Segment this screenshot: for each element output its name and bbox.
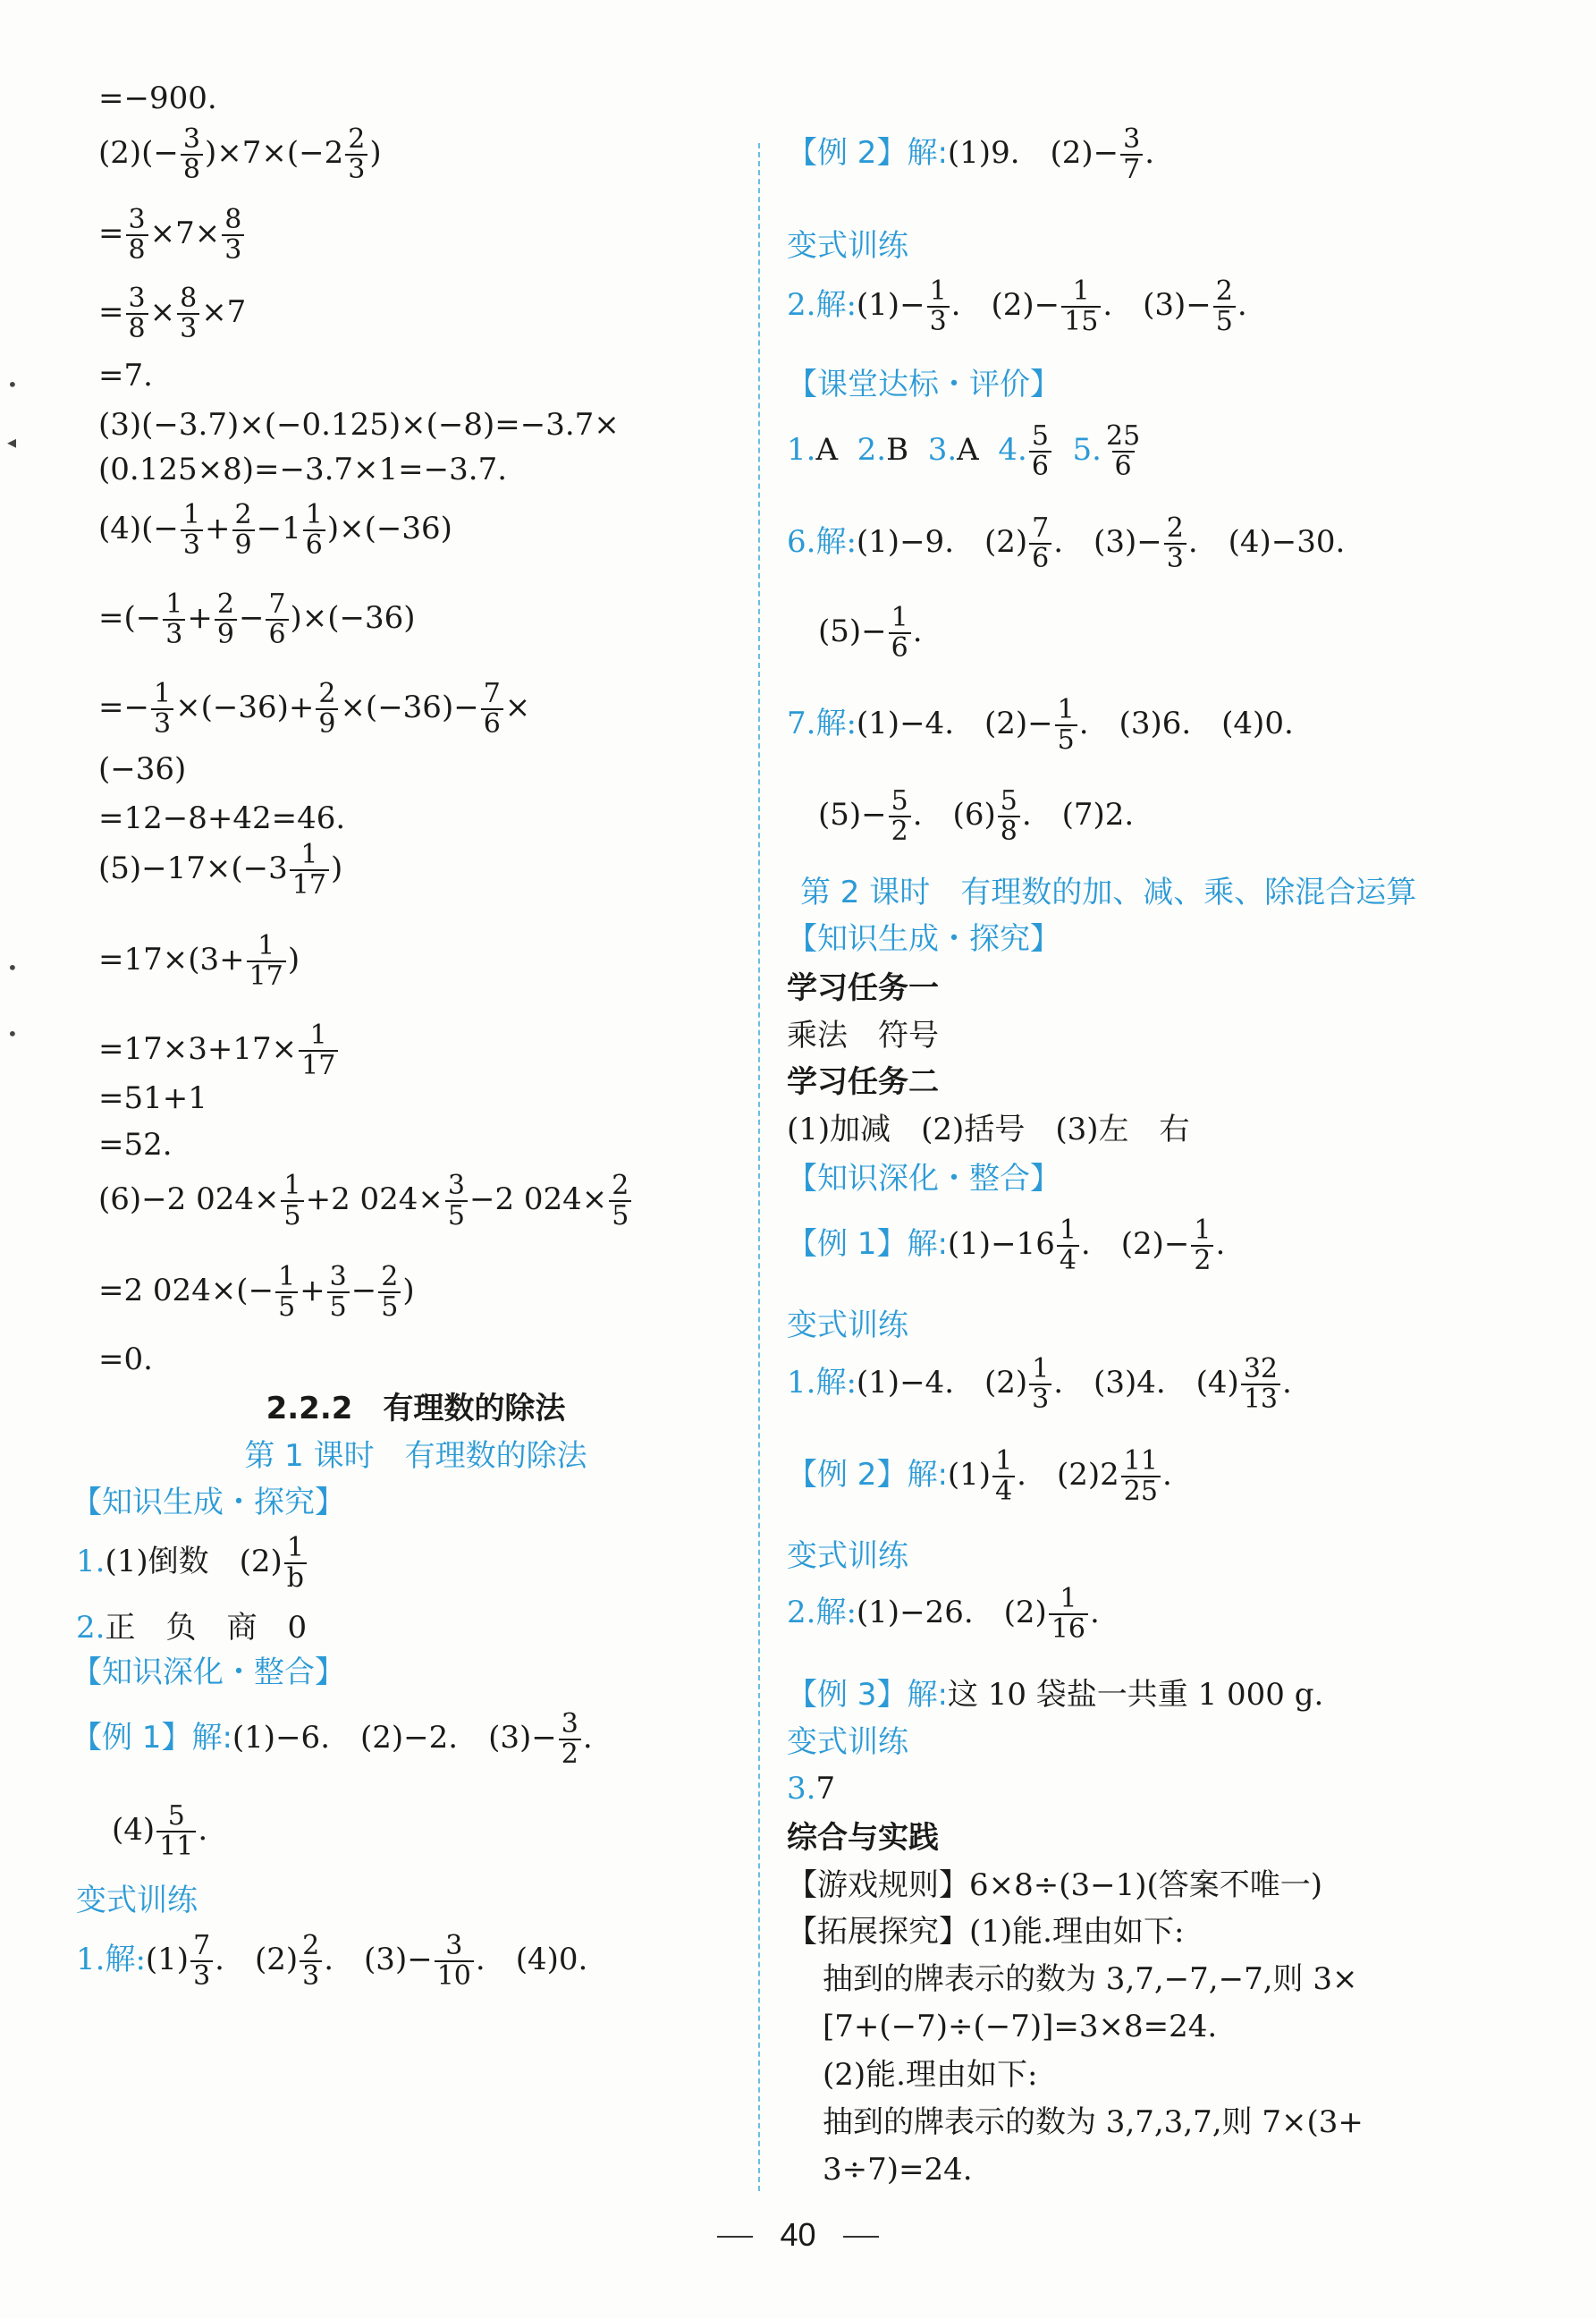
denominator: 2 bbox=[889, 816, 911, 846]
denominator: 9 bbox=[215, 619, 237, 649]
page-dash bbox=[843, 2236, 879, 2238]
denominator: 5 bbox=[1213, 306, 1236, 336]
answer-line: 抽到的牌表示的数为 3,7,−7,−7,则 3× bbox=[823, 1961, 1358, 1997]
fraction bbox=[1241, 1355, 1280, 1414]
section-header: 【知识深化・整合】 bbox=[72, 1655, 345, 1690]
fraction bbox=[222, 206, 244, 265]
margin-mark: • bbox=[7, 1023, 18, 1045]
numerator: 32 bbox=[1243, 1353, 1279, 1384]
numerator: 1 bbox=[1194, 1215, 1212, 1246]
task-header: 学习任务一 bbox=[787, 970, 939, 1006]
numerator: 8 bbox=[180, 283, 198, 314]
denominator: 8 bbox=[126, 234, 148, 265]
denominator: 6 bbox=[303, 529, 325, 560]
section-title: 2.2.2 有理数的除法 bbox=[266, 1391, 566, 1426]
answer-line: 2.解:(1)−26. (2) $\frac{1}{16}$ . bbox=[787, 1583, 1100, 1645]
numerator: 1 bbox=[891, 602, 908, 633]
fraction bbox=[1057, 1216, 1079, 1275]
fraction bbox=[181, 125, 203, 184]
math-line: =52. bbox=[98, 1127, 173, 1163]
fraction bbox=[1164, 514, 1186, 573]
numerator: 1 bbox=[1057, 694, 1075, 725]
math-line: =0. bbox=[98, 1341, 153, 1377]
numerator: 2 bbox=[381, 1261, 399, 1292]
answer-line: (5)− $\frac{5}{2}$ . (6) $\frac{5}{8}$ . (7)2. bbox=[818, 785, 1135, 847]
fraction bbox=[609, 1172, 631, 1231]
answer-line: (5)− $\frac{1}{6}$ . bbox=[818, 602, 923, 664]
fraction bbox=[998, 787, 1020, 846]
denominator: b bbox=[284, 1562, 307, 1593]
answer-line: 3.7 bbox=[787, 1771, 836, 1807]
margin-mark: • bbox=[7, 374, 18, 395]
numerator: 25 bbox=[1105, 420, 1141, 452]
numerator: 1 bbox=[283, 1170, 301, 1201]
fraction bbox=[126, 206, 148, 265]
numerator: 2 bbox=[1166, 512, 1184, 544]
answer-line: 1.解:(1) $\frac{7}{3}$ . (2) $\frac{2}{3}$ . (3)− $\frac{3}{10}$ . (4)0. bbox=[76, 1930, 588, 1992]
denominator: 25 bbox=[1121, 1476, 1161, 1506]
numerator: 5 bbox=[1031, 420, 1049, 452]
fraction bbox=[1029, 514, 1051, 573]
fraction bbox=[275, 1263, 298, 1322]
math-line: (3)(−3.7)×(−0.125)×(−8)=−3.7× bbox=[98, 407, 620, 443]
denominator: 3 bbox=[163, 619, 185, 649]
column-divider bbox=[758, 143, 760, 2191]
numerator: 1 bbox=[309, 1020, 327, 1051]
denominator: 6 bbox=[481, 708, 503, 739]
math-line: = $\frac{3}{8}$ ×7× $\frac{8}{3}$ bbox=[98, 206, 246, 265]
numerator: 3 bbox=[447, 1170, 465, 1201]
lesson-title: 第 2 课时 有理数的加、减、乘、除混合运算 bbox=[800, 875, 1417, 910]
denominator: 8 bbox=[998, 816, 1020, 846]
numerator: 7 bbox=[268, 588, 286, 620]
denominator: 6 bbox=[1112, 451, 1135, 481]
fraction bbox=[481, 680, 503, 739]
answer-line: 2.解:(1)− $\frac{1}{3}$ . (2)− $\frac{1}{15}$ . (3)− $\frac{2}{5}$ . bbox=[787, 275, 1247, 337]
math-line: (−36) bbox=[98, 751, 187, 787]
practice-header: 变式训练 bbox=[787, 1724, 908, 1760]
denominator: 8 bbox=[126, 313, 148, 343]
numerator: 5 bbox=[1000, 785, 1018, 817]
numerator: 2 bbox=[216, 588, 234, 620]
answer-line: 乘法 符号 bbox=[787, 1018, 939, 1054]
fraction bbox=[303, 501, 325, 560]
answer-line: 3÷7)=24. bbox=[823, 2152, 973, 2188]
fraction bbox=[300, 1932, 322, 1991]
answer-line: 1.解:(1)−4. (2) $\frac{1}{3}$ . (3)4. (4) $\frac{32}{13}$ . bbox=[787, 1353, 1292, 1415]
math-line: =7. bbox=[98, 358, 153, 394]
practice-header: 变式训练 bbox=[787, 1308, 908, 1343]
numerator: 1 bbox=[305, 499, 323, 530]
section-header: 【课堂达标・评价】 bbox=[787, 367, 1060, 402]
answer-line: 【拓展探究】(1)能.理由如下: bbox=[787, 1914, 1185, 1950]
section-header: 【知识生成・探究】 bbox=[787, 921, 1060, 957]
denominator: 3 bbox=[190, 1960, 213, 1991]
denominator: 7 bbox=[1120, 154, 1143, 184]
denominator: 13 bbox=[1241, 1384, 1280, 1414]
numerator: 5 bbox=[891, 785, 908, 817]
task-header: 综合与实践 bbox=[787, 1820, 939, 1856]
fraction bbox=[1120, 125, 1143, 184]
numerator: 2 bbox=[348, 123, 366, 155]
numerator: 7 bbox=[483, 678, 501, 709]
numerator: 8 bbox=[224, 204, 242, 235]
numerator: 1 bbox=[182, 499, 201, 530]
denominator: 15 bbox=[1061, 306, 1101, 336]
fraction bbox=[177, 284, 199, 343]
numerator: 3 bbox=[445, 1930, 463, 1961]
practice-header: 变式训练 bbox=[787, 228, 908, 264]
denominator: 5 bbox=[378, 1291, 401, 1322]
numerator: 1 bbox=[153, 678, 172, 709]
fraction bbox=[1049, 1585, 1088, 1644]
denominator: 5 bbox=[275, 1291, 298, 1322]
answer-line: 2.正 负 商 0 bbox=[76, 1610, 308, 1646]
fraction bbox=[889, 604, 911, 663]
example-line: 【例 2】解:(1)9. (2)− $\frac{3}{7}$ . bbox=[787, 123, 1155, 185]
math-line: (2)(− $\frac{3}{8}$ )×7×(−2 $\frac{2}{3}$ ) bbox=[98, 123, 382, 185]
math-line: = $\frac{3}{8}$ × $\frac{8}{3}$ ×7 bbox=[98, 283, 247, 344]
margin-mark: • bbox=[7, 957, 18, 978]
answer-line: 6.解:(1)−9. (2) $\frac{7}{6}$ . (3)− $\frac{2}{3}$ . (4)−30. bbox=[787, 512, 1346, 574]
numerator: 3 bbox=[128, 283, 146, 314]
numerator: 3 bbox=[561, 1708, 578, 1739]
numerator: 1 bbox=[929, 275, 947, 307]
fraction bbox=[1121, 1447, 1161, 1506]
fraction bbox=[281, 1172, 303, 1231]
numerator: 7 bbox=[193, 1930, 211, 1961]
denominator: 10 bbox=[435, 1960, 474, 1991]
denominator: 17 bbox=[247, 961, 286, 991]
fraction bbox=[378, 1263, 401, 1322]
denominator: 6 bbox=[266, 619, 288, 649]
math-line: =2 024×(− $\frac{1}{5}$ + $\frac{3}{5}$ − $\frac{2}{5}$ ) bbox=[98, 1261, 415, 1323]
fraction bbox=[1191, 1216, 1213, 1275]
denominator: 9 bbox=[316, 708, 338, 739]
denominator: 2 bbox=[1191, 1245, 1213, 1275]
fraction bbox=[284, 1534, 307, 1593]
example-line: 【例 3】解:这 10 袋盐一共重 1 000 g. bbox=[787, 1677, 1324, 1713]
numerator: 3 bbox=[329, 1261, 347, 1292]
numerator: 1 bbox=[1072, 275, 1090, 307]
answer-line: 1.A 2.B 3.A 4. $\frac{5}{6}$ 5. $\frac{25}{6}$ bbox=[787, 422, 1144, 481]
example-line: 【例 1】解:(1)−16 $\frac{1}{4}$ . (2)− $\frac{1}{2}$ . bbox=[787, 1215, 1226, 1276]
denominator: 4 bbox=[1057, 1245, 1079, 1275]
denominator: 5 bbox=[445, 1200, 468, 1231]
math-line: =12−8+42=46. bbox=[98, 800, 346, 836]
numerator: 2 bbox=[318, 678, 336, 709]
numerator: 2 bbox=[1215, 275, 1233, 307]
math-line: =17×3+17× $\frac{1}{17}$ bbox=[98, 1021, 340, 1080]
fraction bbox=[559, 1710, 581, 1769]
numerator: 1 bbox=[258, 930, 275, 961]
fraction bbox=[345, 125, 367, 184]
numerator: 1 bbox=[300, 839, 318, 870]
numerator: 1 bbox=[278, 1261, 296, 1292]
fraction bbox=[889, 787, 911, 846]
fraction bbox=[163, 590, 185, 649]
denominator: 5 bbox=[1055, 724, 1077, 755]
denominator: 3 bbox=[222, 234, 244, 265]
fraction bbox=[992, 1447, 1015, 1506]
numerator: 1 bbox=[1059, 1215, 1077, 1246]
denominator: 5 bbox=[609, 1200, 631, 1231]
denominator: 3 bbox=[345, 154, 367, 184]
fraction bbox=[1029, 422, 1051, 481]
lesson-title: 第 1 课时 有理数的除法 bbox=[244, 1438, 587, 1474]
denominator: 3 bbox=[300, 1960, 322, 1991]
practice-header: 变式训练 bbox=[787, 1538, 908, 1574]
math-line: =17×(3+ $\frac{1}{17}$ ) bbox=[98, 930, 300, 992]
practice-header: 变式训练 bbox=[76, 1883, 198, 1918]
section-header: 【知识生成・探究】 bbox=[72, 1485, 345, 1520]
margin-mark: ◂ bbox=[7, 431, 17, 453]
fraction bbox=[1029, 1355, 1051, 1414]
denominator: 6 bbox=[1029, 451, 1051, 481]
denominator: 3 bbox=[181, 529, 203, 560]
numerator: 11 bbox=[1123, 1445, 1158, 1477]
answer-line: 【游戏规则】6×8÷(3−1)(答案不唯一) bbox=[787, 1867, 1323, 1903]
math-line: (5)−17×(−3 $\frac{1}{17}$ ) bbox=[98, 839, 343, 901]
denominator: 3 bbox=[927, 306, 950, 336]
fraction bbox=[1061, 277, 1101, 336]
denominator: 3 bbox=[151, 708, 173, 739]
denominator: 5 bbox=[327, 1291, 350, 1322]
section-header: 【知识深化・整合】 bbox=[787, 1161, 1060, 1197]
denominator: 17 bbox=[290, 869, 329, 900]
fraction bbox=[316, 680, 338, 739]
denominator: 3 bbox=[1164, 543, 1186, 573]
page-number: 40 bbox=[0, 2216, 1596, 2254]
math-line: =51+1 bbox=[98, 1080, 207, 1116]
denominator: 9 bbox=[232, 529, 255, 560]
denominator: 8 bbox=[181, 154, 203, 184]
denominator: 17 bbox=[299, 1050, 338, 1080]
fraction bbox=[215, 590, 237, 649]
numerator: 1 bbox=[165, 588, 183, 620]
example-line: (4) $\frac{5}{11}$ . bbox=[112, 1800, 208, 1862]
numerator: 1 bbox=[1032, 1353, 1050, 1384]
fraction bbox=[445, 1172, 468, 1231]
denominator: 3 bbox=[1029, 1384, 1051, 1414]
numerator: 3 bbox=[128, 204, 146, 235]
denominator: 11 bbox=[156, 1831, 196, 1861]
fraction bbox=[299, 1021, 338, 1080]
math-line: =−900. bbox=[98, 80, 217, 116]
numerator: 1 bbox=[286, 1532, 304, 1563]
denominator: 5 bbox=[281, 1200, 303, 1231]
math-line: (0.125×8)=−3.7×1=−3.7. bbox=[98, 452, 508, 487]
numerator: 3 bbox=[1123, 123, 1141, 155]
fraction bbox=[1055, 696, 1077, 755]
denominator: 2 bbox=[559, 1739, 581, 1769]
fraction bbox=[156, 1802, 196, 1861]
fraction bbox=[435, 1932, 474, 1991]
answer-line: 1.(1)倒数 (2) $\frac{1}{b}$ bbox=[76, 1534, 308, 1593]
example-line: 【例 2】解:(1) $\frac{1}{4}$ . (2)2 $\frac{11}{25}$ . bbox=[787, 1445, 1172, 1507]
fraction bbox=[1103, 422, 1143, 481]
math-line: =(− $\frac{1}{3}$ + $\frac{2}{9}$ − $\frac{7}{6}$ )×(−36) bbox=[98, 588, 416, 650]
fraction bbox=[126, 284, 148, 343]
answer-line: 7.解:(1)−4. (2)− $\frac{1}{5}$ . (3)6. (4)0. bbox=[787, 694, 1294, 756]
denominator: 6 bbox=[1029, 543, 1051, 573]
denominator: 4 bbox=[992, 1476, 1015, 1506]
numerator: 2 bbox=[612, 1170, 629, 1201]
denominator: 16 bbox=[1049, 1613, 1088, 1644]
numerator: 7 bbox=[1032, 512, 1050, 544]
math-line: (4)(− $\frac{1}{3}$ + $\frac{2}{9}$ −1 $\frac{1}{6}$ )×(−36) bbox=[98, 499, 452, 561]
answer-line: [7+(−7)÷(−7)]=3×8=24. bbox=[823, 2009, 1218, 2044]
answer-line: 抽到的牌表示的数为 3,7,3,7,则 7×(3+ bbox=[823, 2104, 1364, 2140]
fraction bbox=[327, 1263, 350, 1322]
numerator: 1 bbox=[995, 1445, 1013, 1477]
numerator: 2 bbox=[234, 499, 252, 530]
fraction bbox=[247, 932, 286, 991]
numerator: 5 bbox=[167, 1800, 185, 1832]
denominator: 3 bbox=[177, 313, 199, 343]
example-line: 【例 1】解:(1)−6. (2)−2. (3)− $\frac{3}{2}$ . bbox=[72, 1708, 593, 1770]
math-line: =− $\frac{1}{3}$ ×(−36)+ $\frac{2}{9}$ ×(−36)− $\frac{7}{6}$ × bbox=[98, 678, 531, 740]
numerator: 2 bbox=[302, 1930, 320, 1961]
fraction bbox=[266, 590, 288, 649]
page-dash bbox=[717, 2236, 753, 2238]
numerator: 1 bbox=[1060, 1583, 1077, 1614]
task-header: 学习任务二 bbox=[787, 1064, 939, 1100]
fraction bbox=[290, 841, 329, 900]
math-line: (6)−2 024× $\frac{1}{5}$ +2 024× $\frac{3}{5}$ −2 024× $\frac{2}{5}$ bbox=[98, 1172, 633, 1231]
fraction bbox=[232, 501, 255, 560]
answer-line: (1)加减 (2)括号 (3)左 右 bbox=[787, 1112, 1190, 1147]
fraction bbox=[151, 680, 173, 739]
answer-line: (2)能.理由如下: bbox=[823, 2057, 1038, 2093]
denominator: 6 bbox=[889, 632, 911, 663]
fraction bbox=[927, 277, 950, 336]
fraction bbox=[190, 1932, 213, 1991]
fraction bbox=[181, 501, 203, 560]
numerator: 3 bbox=[182, 123, 201, 155]
fraction bbox=[1213, 277, 1236, 336]
